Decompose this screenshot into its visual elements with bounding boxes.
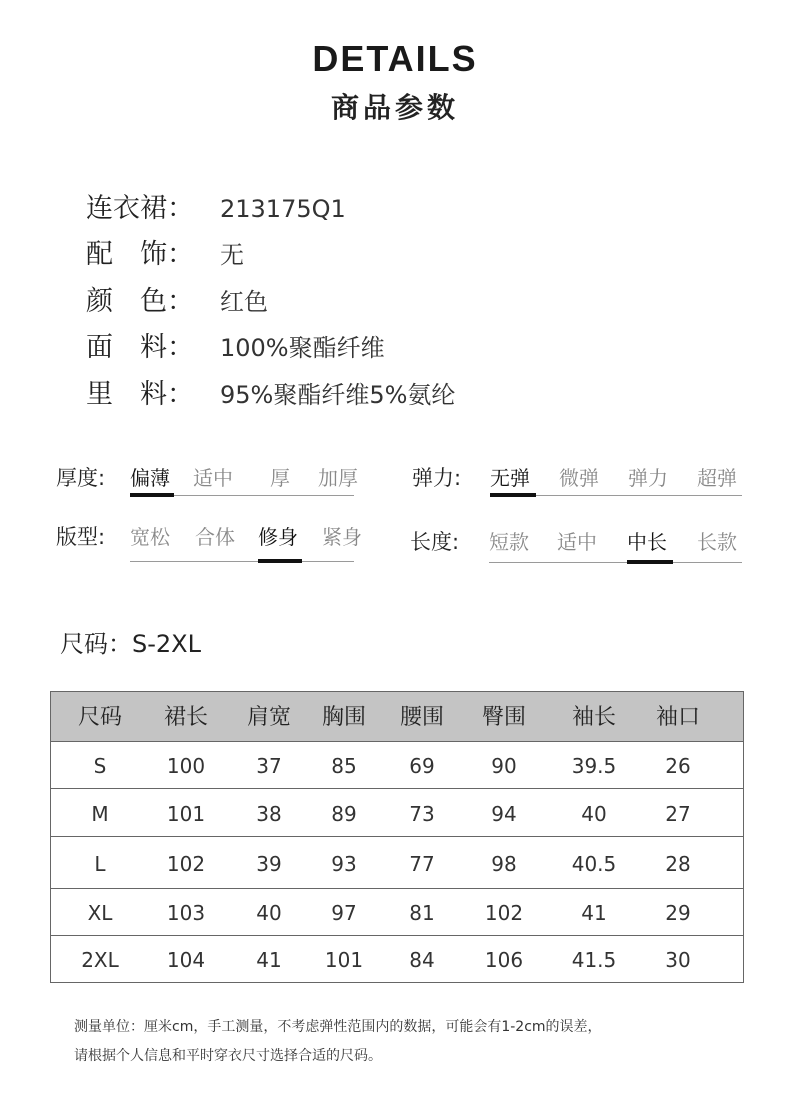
- spec-value: 100%聚酯纤维: [220, 334, 385, 362]
- table-cell: 106: [484, 948, 524, 972]
- thickness-option: 厚: [270, 466, 290, 490]
- table-cell: 39: [256, 852, 282, 876]
- table-cell: 102: [484, 901, 524, 925]
- length-label: 长度:: [410, 530, 460, 554]
- table-header-cell: 臀围: [481, 705, 526, 730]
- table-cell: 85: [331, 754, 357, 778]
- length-option: 短款: [489, 530, 529, 554]
- table-cell: 29: [665, 901, 691, 925]
- table-cell: 77: [409, 852, 435, 876]
- spec-model: [86, 186, 346, 226]
- thickness-option: 适中: [193, 466, 233, 490]
- fit-option: 宽松: [130, 525, 170, 549]
- table-cell: 101: [166, 802, 206, 826]
- table-cell: M: [91, 802, 109, 826]
- size-advice-note: 请根据个人信息和平时穿衣尺寸选择合适的尺码。: [74, 1048, 382, 1064]
- length-option: 长款: [697, 530, 737, 554]
- size-table: [50, 691, 744, 983]
- table-cell: 102: [166, 852, 206, 876]
- fit-option: 合体: [195, 525, 235, 549]
- table-cell: 39.5: [571, 754, 617, 778]
- table-cell: 41: [256, 948, 282, 972]
- table-cell: 40: [256, 901, 282, 925]
- table-row: [51, 889, 743, 936]
- table-cell: 103: [166, 901, 206, 925]
- table-cell: 84: [409, 948, 435, 972]
- elasticity-option: 无弹: [490, 466, 530, 490]
- fit-option: 修身: [258, 525, 298, 549]
- fit-scale-line: [130, 561, 354, 562]
- spec-value: 213175Q1: [220, 195, 346, 223]
- length-option: 中长: [627, 530, 667, 554]
- table-cell: 69: [409, 754, 435, 778]
- spec-accessory: [86, 232, 244, 272]
- table-cell: 2XL: [81, 948, 119, 972]
- table-cell: 104: [166, 948, 206, 972]
- table-cell: 93: [331, 852, 357, 876]
- spec-value: 红色: [220, 288, 268, 316]
- page-title: DETAILS: [312, 38, 478, 79]
- table-row: [51, 789, 743, 837]
- table-header-cell: 肩宽: [246, 705, 291, 730]
- size-range-label: 尺码：S-2XL: [60, 630, 201, 658]
- table-cell: 40: [581, 802, 607, 826]
- table-cell: 41.5: [571, 948, 617, 972]
- elasticity-option: 超弹: [697, 466, 737, 490]
- table-row: [51, 742, 743, 789]
- spec-label: 颜 色：: [86, 286, 194, 317]
- table-header-cell: 尺码: [77, 705, 122, 730]
- elasticity-label: 弹力:: [412, 466, 462, 490]
- table-cell: 37: [256, 754, 282, 778]
- table-cell: 89: [331, 802, 357, 826]
- fit-selected-marker: [258, 559, 302, 563]
- table-cell: 38: [256, 802, 282, 826]
- table-cell: 40.5: [571, 852, 617, 876]
- elasticity-option: 弹力: [628, 466, 668, 490]
- table-cell: 28: [665, 852, 691, 876]
- length-scale-line: [489, 562, 742, 563]
- table-cell: S: [93, 754, 107, 778]
- table-cell: 30: [665, 948, 691, 972]
- spec-label: 里 料：: [86, 379, 194, 410]
- table-header: [51, 692, 743, 742]
- page-subtitle: 商品参数: [330, 91, 459, 124]
- table-cell: 27: [665, 802, 691, 826]
- table-header-cell: 袖长: [571, 705, 616, 730]
- table-cell: 81: [409, 901, 435, 925]
- fit-label: 版型:: [56, 525, 106, 549]
- table-header-cell: 胸围: [321, 705, 366, 730]
- thickness-option: 偏薄: [130, 466, 170, 490]
- elasticity-selected-marker: [490, 493, 536, 497]
- spec-color: [86, 279, 268, 319]
- spec-label: 配 饰：: [86, 239, 194, 270]
- spec-value: 95%聚酯纤维5%氨纶: [220, 381, 456, 409]
- table-cell: 94: [491, 802, 517, 826]
- spec-label: 连衣裙：: [86, 193, 194, 224]
- spec-fabric: [86, 325, 385, 365]
- measurement-note: 测量单位：厘米cm，手工测量，不考虑弹性范围内的数据，可能会有1-2cm的误差，: [74, 1019, 602, 1035]
- table-cell: XL: [87, 901, 113, 925]
- table-cell: 98: [491, 852, 517, 876]
- table-header-cell: 腰围: [399, 705, 444, 730]
- elasticity-option: 微弹: [559, 466, 599, 490]
- table-cell: 90: [491, 754, 517, 778]
- table-row: [51, 936, 743, 982]
- table-cell: 97: [331, 901, 357, 925]
- spec-lining: [86, 372, 455, 412]
- table-header-cell: 袖口: [655, 705, 700, 730]
- spec-label: 面 料：: [86, 332, 194, 363]
- table-cell: 41: [581, 901, 607, 925]
- table-row: [51, 837, 743, 889]
- table-cell: 26: [665, 754, 691, 778]
- length-selected-marker: [627, 560, 673, 564]
- table-header-cell: 裙长: [163, 705, 208, 730]
- table-cell: L: [94, 852, 106, 876]
- table-cell: 73: [409, 802, 435, 826]
- table-cell: 101: [324, 948, 364, 972]
- thickness-selected-marker: [130, 493, 174, 497]
- table-cell: 100: [166, 754, 206, 778]
- length-option: 适中: [557, 530, 597, 554]
- thickness-label: 厚度:: [56, 466, 106, 490]
- fit-option: 紧身: [322, 525, 362, 549]
- spec-value: 无: [220, 241, 244, 269]
- thickness-option: 加厚: [318, 466, 358, 490]
